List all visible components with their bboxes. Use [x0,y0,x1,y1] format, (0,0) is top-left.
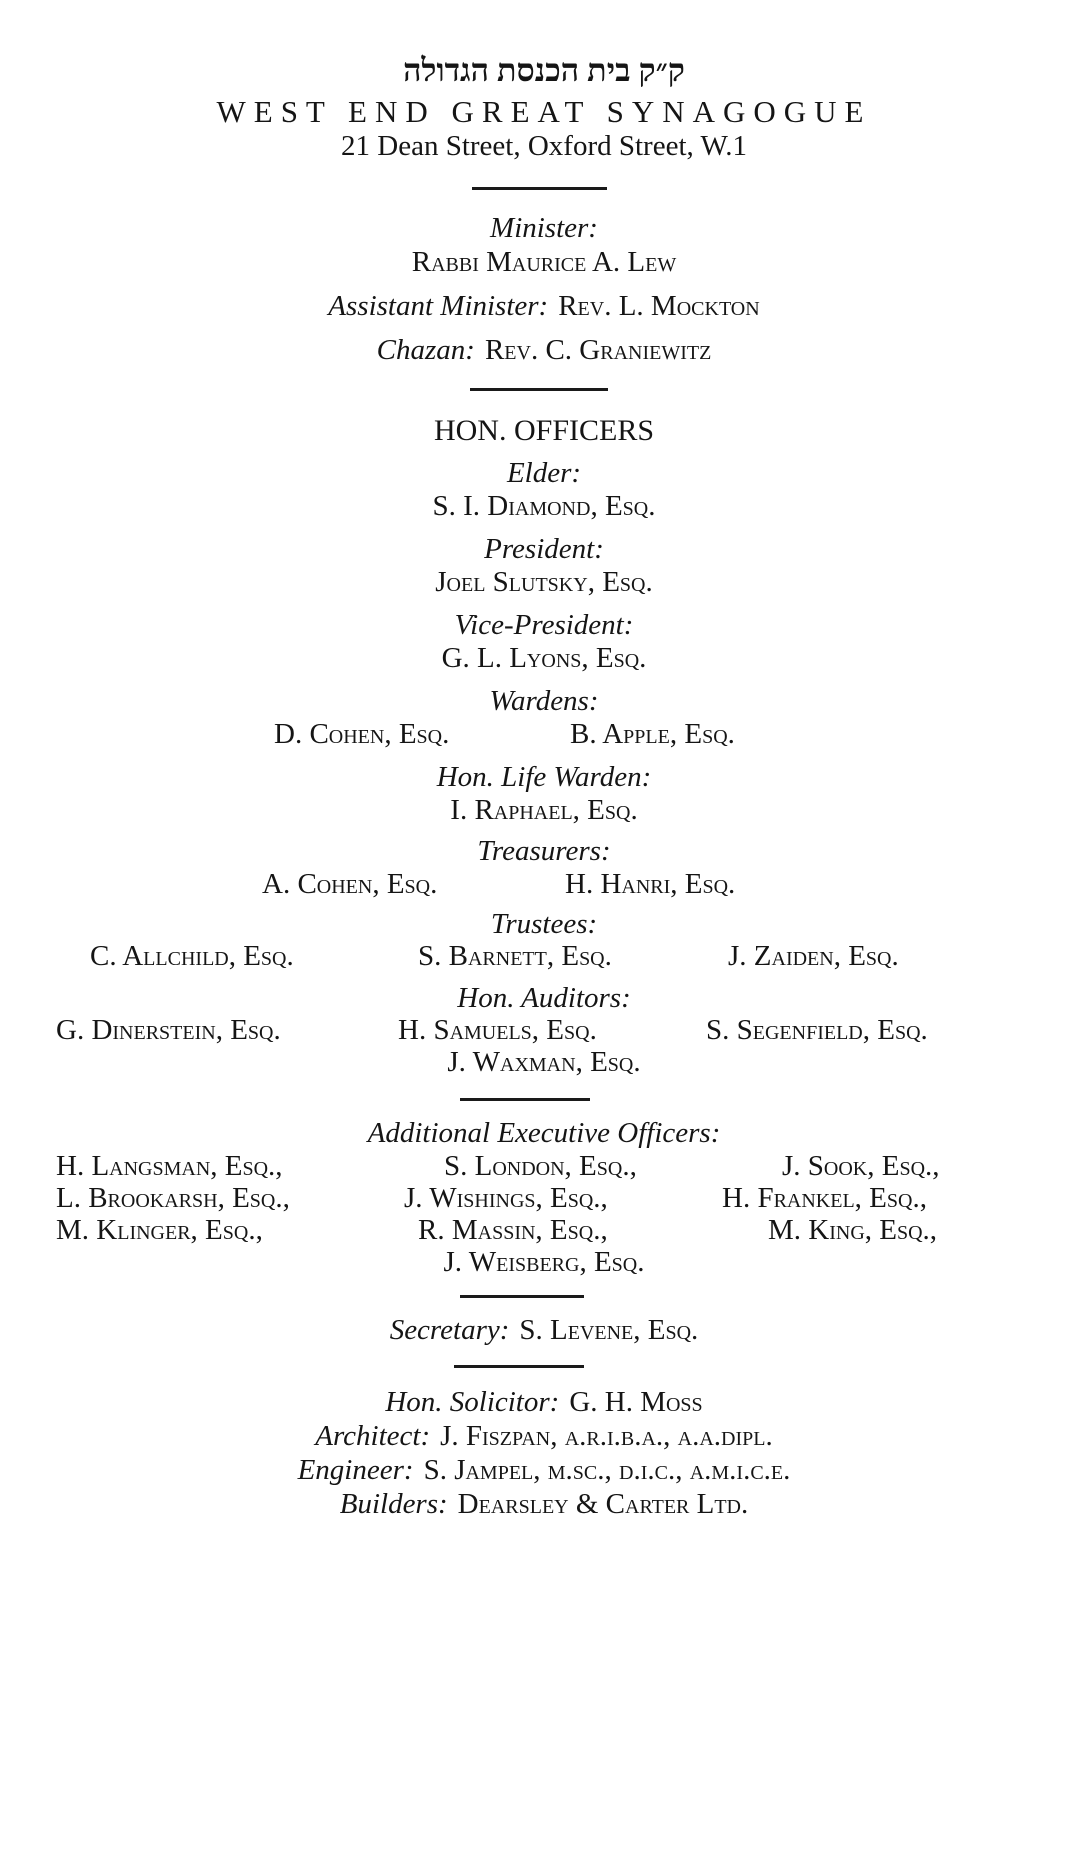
secretary-name: S. Levene, Esq. [519,1314,699,1346]
wardens-label: Wardens: [489,685,599,717]
secretary-label: Secretary: [389,1314,510,1346]
engineer-name: S. Jampel, m.sc., d.i.c., a.m.i.c.e. [423,1454,791,1486]
elder-name: S. I. Diamond, Esq. [432,490,656,522]
executive-member: J. Weisberg, Esq. [443,1246,645,1278]
divider [470,388,608,391]
auditor-name: H. Samuels, Esq. [398,1014,597,1046]
assistant-minister-label: Assistant Minister: [328,290,549,322]
trustee-name: C. Allchild, Esq. [90,940,294,972]
life-warden-label: Hon. Life Warden: [436,761,652,793]
hebrew-title: ק״ק בית הכנסת הגדולה [403,52,685,88]
chazan-line [0,334,1088,367]
president-name: Joel Slutsky, Esq. [435,566,653,598]
synagogue-name: WEST END GREAT SYNAGOGUE [216,94,872,129]
divider [460,1295,584,1298]
executive-member: H. Frankel, Esq., [722,1182,927,1214]
vice-president-label: Vice-President: [454,609,634,641]
solicitor-line [0,1386,1088,1419]
divider [472,187,607,190]
executive-member: S. London, Esq., [444,1150,637,1182]
trustee-name: J. Zaiden, Esq. [728,940,899,972]
executive-member: M. King, Esq., [768,1214,938,1246]
minister-label: Minister: [490,212,598,244]
engineer-label: Engineer: [297,1454,414,1486]
divider [460,1098,590,1101]
assistant-minister-name: Rev. L. Mockton [558,290,760,322]
warden-name: B. Apple, Esq. [570,718,735,750]
minister-name: Rabbi Maurice A. Lew [411,246,677,278]
assistant-minister-line [0,290,1088,323]
chazan-label: Chazan: [376,334,475,366]
executive-member: H. Langsman, Esq., [56,1150,283,1182]
builders-line [0,1488,1088,1521]
engineer-line [0,1454,1088,1487]
executive-member: J. Sook, Esq., [782,1150,940,1182]
address: 21 Dean Street, Oxford Street, W.1 [341,130,747,162]
auditor-name: J. Waxman, Esq. [447,1046,641,1078]
auditor-name: G. Dinerstein, Esq. [56,1014,281,1046]
officers-heading: HON. OFFICERS [433,414,655,447]
builders-name: Dearsley & Carter Ltd. [457,1488,749,1520]
president-label: President: [484,533,604,565]
architect-name: J. Fiszpan, a.r.i.b.a., a.a.dipl. [440,1420,773,1452]
secretary-line [0,1314,1088,1347]
trustee-name: S. Barnett, Esq. [418,940,612,972]
life-warden-name: I. Raphael, Esq. [450,794,638,826]
warden-name: D. Cohen, Esq. [274,718,450,750]
executive-member: J. Wishings, Esq., [404,1182,608,1214]
treasurer-name: A. Cohen, Esq. [262,868,438,900]
chazan-name: Rev. C. Graniewitz [484,334,712,366]
builders-label: Builders: [339,1488,448,1520]
divider [454,1365,584,1368]
treasurers-label: Treasurers: [477,835,611,867]
executive-member: L. Brookarsh, Esq., [56,1182,290,1214]
architect-line [0,1420,1088,1453]
auditor-name: S. Segenfield, Esq. [706,1014,928,1046]
treasurer-name: H. Hanri, Esq. [565,868,736,900]
executive-member: M. Klinger, Esq., [56,1214,263,1246]
executive-member: R. Massin, Esq., [418,1214,608,1246]
vice-president-name: G. L. Lyons, Esq. [441,642,647,674]
auditors-label: Hon. Auditors: [457,982,631,1014]
architect-label: Architect: [315,1420,431,1452]
elder-label: Elder: [506,457,582,489]
trustees-label: Trustees: [490,908,598,940]
solicitor-name: G. H. Moss [569,1386,703,1418]
executive-label: Additional Executive Officers: [367,1117,721,1149]
solicitor-label: Hon. Solicitor: [385,1386,560,1418]
